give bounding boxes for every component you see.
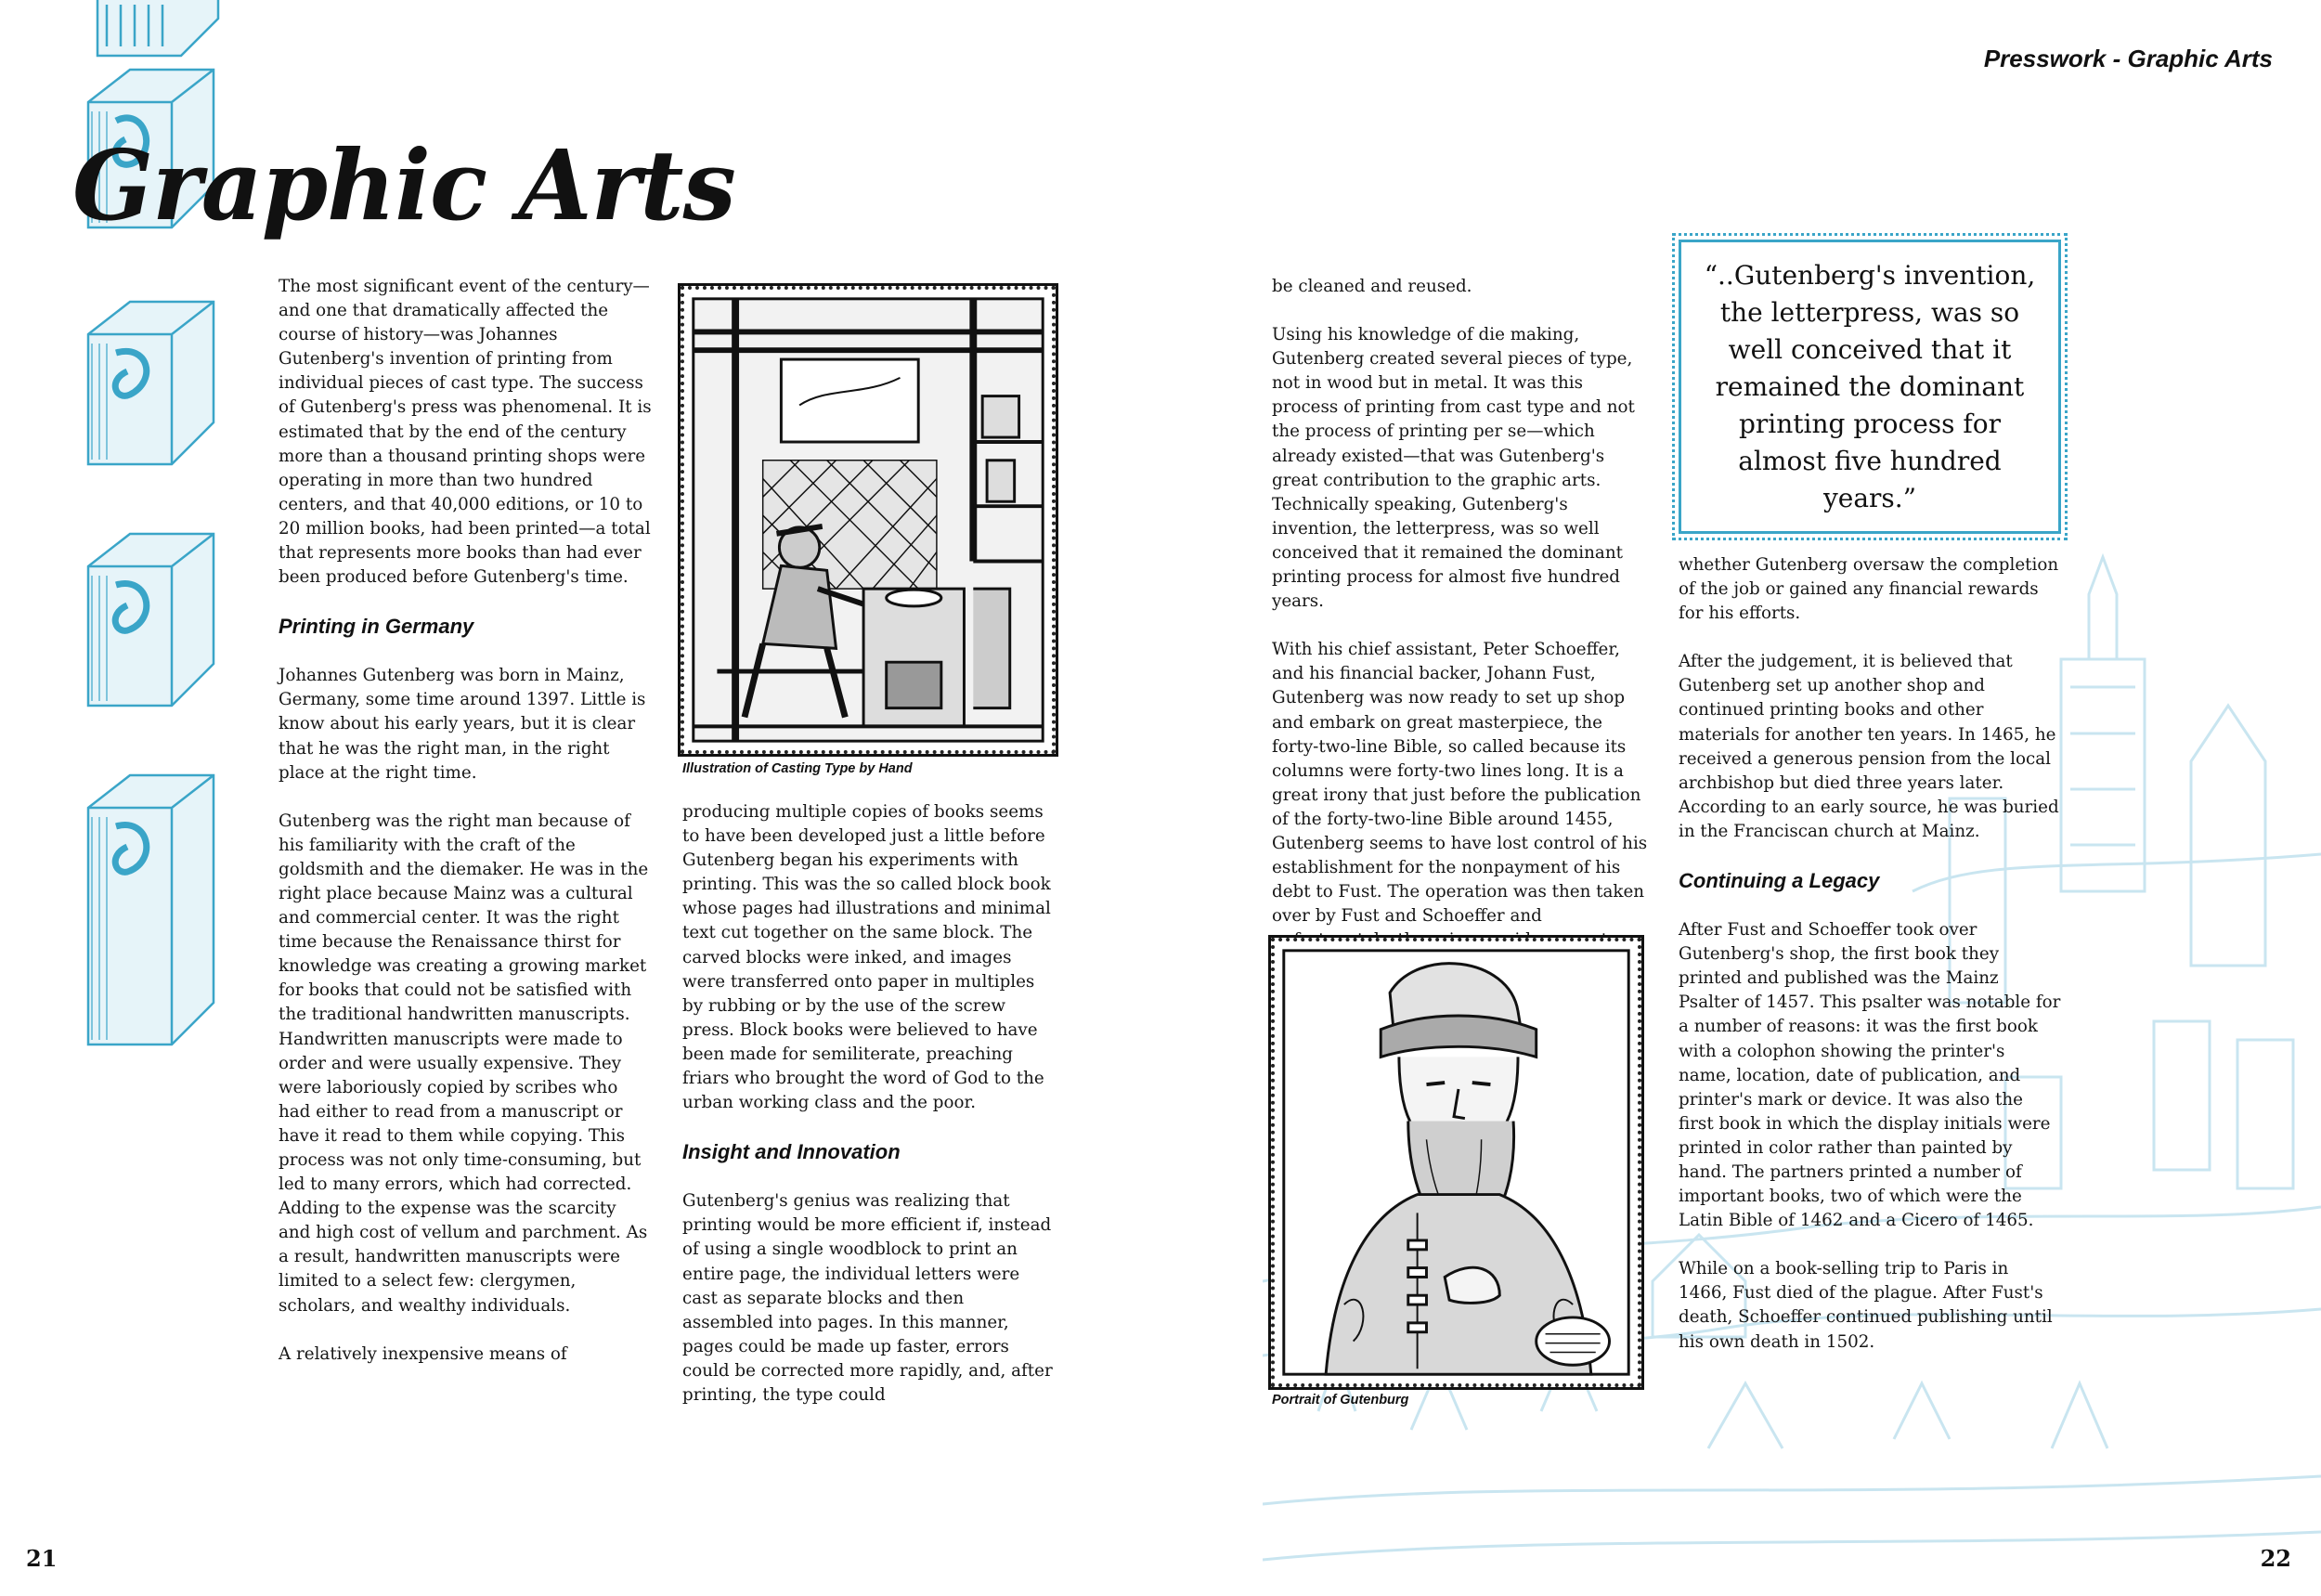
portrait-of-gutenberg-figure: [1268, 935, 1644, 1390]
paragraph: While on a book-selling trip to Paris in 1466, Fust died of the plague. After Fust's death, Schoeffer continued publishing until his own death in 1502.: [1679, 1259, 2053, 1352]
page-title: Graphic Arts: [72, 128, 735, 242]
paragraph: After the judgement, it is believed that Gutenberg set up another shop and continued printing books and other materials for another ten years. In 1465, he received a generous pension from the local archbishop but died three years later. According to an early source, he was buried in the Franciscan church at Mainz.: [1679, 652, 2059, 841]
paragraph: Gutenberg was the right man because of his familiarity with the craft of the goldsmith and the diemaker. He was in the right place because Mainz was a cultural and commercial center. It was the right time because the Renaissance thirst for knowledge was creating a growing market for books that could not be satisfied with the traditional handwritten manuscripts. Handwritten manuscripts were made to order and were usually expensive. They were laboriously copied by scribes who had either to read from a manuscript or have it read to them while copying. This process was not only time-consuming, but led to many errors, which had corrected. Adding to the expense was the scarcity and high cost of vellum and parchment. As a result, handwritten manuscripts were limited to a select few: clergymen, scholars, and wealthy individuals.: [279, 811, 649, 1316]
type-block-4: [88, 534, 214, 706]
paragraph: The most significant event of the century—and one that dramatically affected the course of history—was Johannes Gutenberg's invention of printing from individual pieces of cast type. The success of Gutenberg's press was phenomenal. It is estimated that by the end of the century more than a thousand printing shops were operating in more than two hundred centers, and that 40,000 editions, or 10 to 20 million books, had been printed—a total that represents more books than had ever been produced before Gutenberg's time.: [279, 277, 652, 588]
paragraph: producing multiple copies of books seems to have been developed just a little before Gutenberg began his experiments with printing. This was the so called block book whose pages had illustrations and minimal text cut together on the same block. The carved blocks were inked, and images were transferred onto paper in multiples by rubbing or by the use of the screw press. Block books were believed to have been made for semiliterate, preaching friars who brought the word of God to the urban working class and the poor.: [682, 802, 1051, 1113]
right-column-2: [1679, 553, 2061, 1355]
right-page: [1160, 0, 2321, 1596]
page-number-left: 21: [26, 1545, 58, 1572]
figure-caption-portrait: Portrait of Gutenburg: [1272, 1393, 1409, 1408]
running-header: Presswork - Graphic Arts: [1983, 45, 2273, 72]
paragraph: Using his knowledge of die making, Gutenberg created several pieces of type, not in wood but in metal. It was this process of printing from cast type and not the process of printing per se—which already existed—that was Gutenberg's great contribution to the graphic arts. Technically speaking, Gutenberg's invention, the letterpress, was so well conceived that it remained the dominant printing process for almost five hundred years.: [1272, 325, 1635, 612]
left-page: [0, 0, 1160, 1596]
right-column-1: [1272, 275, 1648, 953]
paragraph: With his chief assistant, Peter Schoeffer, and his financial backer, Johann Fust, Gutenberg was now ready to set up shop and embark on great masterpiece, the forty-two-line Bible, so called because its columns were forty-two lines long. It is a great irony that just before the publication of the forty-two-line Bible around 1455, Gutenberg seems to have lost control of his establishment for the nonpayment of his debt to Fust. The operation was then taken over by Fust and Schoeffer and: [1272, 640, 1648, 927]
pull-quote-text: “..Gutenberg's invention, the letterpress, was so well conceived that it remained the dominant printing process for almost five hundred years.”: [1704, 259, 2036, 513]
left-column-1: [279, 275, 652, 1367]
paragraph: After Fust and Schoeffer took over Gutenberg's shop, the first book they printed and published was the Mainz Psalter of 1457. This psalter was notable for a number of reasons: it was the first book with a colophon showing the printer's name, location, date of publication, and printer's mark or device. It was also the first book in which the display initials were printed in color rather than painted by hand. The partners printed a number of important books, two of which were the Latin Bible of 1462 and a Cicero of 1465.: [1679, 920, 2061, 1231]
woodcut-casting-type-figure: [678, 283, 1058, 757]
section-heading-insight-and-innovation: Insight and Innovation: [682, 1140, 901, 1164]
type-block-1: [97, 0, 218, 56]
paragraph: Johannes Gutenberg was born in Mainz, Germany, some time around 1397. Little is know about his early years, but it is clear that he was the right man, in the right place at the right time.: [279, 666, 646, 783]
left-column-2: [682, 800, 1058, 1408]
section-heading-printing-in-germany: Printing in Germany: [279, 615, 474, 639]
paragraph: be cleaned and reused.: [1272, 277, 1472, 296]
paragraph: A relatively inexpensive means of: [279, 1343, 567, 1364]
type-block-3: [88, 302, 214, 464]
type-block-5: [88, 775, 214, 1045]
pull-quote-box: [1679, 240, 2061, 534]
paragraph: Gutenberg's genius was realizing that printing would be more efficient if, instead of using a single woodblock to print an entire page, the individual letters were cast as separate blocks and then assembled into pages. In this manner, pages could be made up faster, errors could be corrected more rapidly, and, after printing, the type could: [682, 1191, 1053, 1405]
page-number-right: 22: [2260, 1545, 2291, 1572]
section-heading-continuing-a-legacy: Continuing a Legacy: [1679, 869, 1880, 893]
figure-caption-casting-type: Illustration of Casting Type by Hand: [682, 761, 913, 776]
paragraph: whether Gutenberg oversaw the completion of the job or gained any financial rewards for his efforts.: [1679, 555, 2059, 624]
